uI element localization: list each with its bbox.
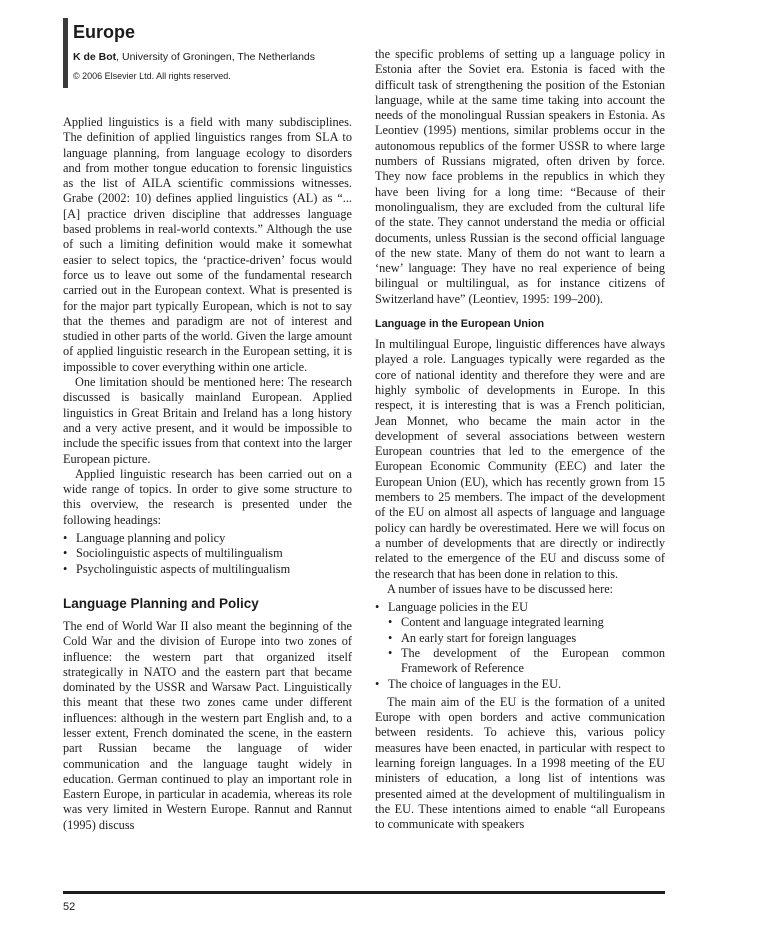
author-line xyxy=(73,50,315,64)
list-item: • The choice of languages in the EU. xyxy=(375,677,665,692)
list-item-text: Language policies in the EU xyxy=(388,600,529,615)
author-name: K de Bot xyxy=(73,51,117,63)
sub-list-item: • An early start for foreign languages xyxy=(388,631,665,646)
paragraph: The main aim of the EU is the formation of a united Europe with open borders and active communication between residents. To achieve this, various policy measures have been enacted, in particular with respect to learning foreign languages. In a 1998 meeting of the EU ministers of education, a long list of intentions was presented aimed at the development of multilingualism in the EU. These intentions aimed to enable “all Europeans to communicate with speakers xyxy=(375,694,665,832)
paragraph: the specific problems of setting up a language policy in Estonia after the Soviet era. Estonia is faced with the difficult task of strengthening the position of the Estonian language, while at the same time taking into account the needs of the monolingual Russian speakers in Estonia. As Leontiev (1995) mentions, similar problems occur in the autonomous republics of the former USSR to where large numbers of Russians migrated, often driven by force. They now face problems in the republics in which they have been living for a long time: “Because of their monolingualism, they are excluded from the cultural life of the state. They cannot understand the media or official documents, unless Russian is the second official language of the new state. Many of them do not want to learn a ‘new’ language: They have no real experience of being bilingual or multilingual, as for instance citizens of Switzerland have” (Leontiev, 1995: 199–200). xyxy=(375,47,665,306)
paragraph: Applied linguistic research has been carried out on a wide range of topics. In order to give some structure to this overview, the research is presented under the following headings: xyxy=(63,466,352,527)
title-accent-bar xyxy=(63,18,68,88)
article-title: Europe xyxy=(73,22,136,42)
issues-list xyxy=(375,600,665,692)
paragraph: Applied linguistics is a field with many subdisciplines. The definition of applied linguistics ranges from SLA to language planning, from language ecology to disorders and from mother tongue education to forensic linguistics as the list of AILA scientific commissions witnesses. Grabe (2002: 10) defines applied linguistics (AL) as “... [A] practice driven discipline that addresses language based problems in real-world contexts.” Although the use of such a limiting definition would make it somewhat easier to select topics, the ‘practice-driven’ focus would force us to leave out some of the fundamental research carried out in the European context. What is presented is for the major part typically European, which is not to say that the themes and paradigm are not of interest and studied in other parts of the world. Given the large amount of applied linguistic research in the European setting, it is impossible to cover everything within one article. xyxy=(63,115,352,374)
left-column xyxy=(63,115,352,833)
subsection-heading: Language in the European Union xyxy=(375,318,545,331)
right-column xyxy=(375,47,665,833)
paragraph: One limitation should be mentioned here: The research discussed is basically mainland European. Applied linguistics in Great Britain and Ireland has a long history and a very active present, and it would be impossible to include the specific issues from that context into the larger European picture. xyxy=(63,375,352,466)
list-item: • Language planning and policy xyxy=(63,531,352,546)
paragraph: In multilingual Europe, linguistic differences have always played a role. Languages typically were regarded as the core of national identity and therefore they were and are highly symbolic of developments in Europe. In this respect, it is interesting that is was a French politician, Jean Monnet, who became the main actor in the development of several associations between western European countries that led to the emergence of the European Economic Community (EEC) and later the European Union (EU), which has recently grown from 15 members to 25 members. The impact of the development of the EU on almost all aspects of language and language policy can hardly be overestimated. Here we will focus on a number of developments that are directly or indirectly related to the emergence of the EU and discuss some of the research that has been done in relation to this. xyxy=(375,337,665,581)
author-affiliation: , University of Groningen, The Netherlands xyxy=(116,51,315,63)
headings-list xyxy=(63,531,352,577)
section-heading: Language Planning and Policy xyxy=(63,595,259,611)
sub-list xyxy=(388,615,665,676)
list-item xyxy=(375,600,665,676)
sub-list-item: • The development of the European common Framework of Reference xyxy=(388,646,665,677)
footer-rule xyxy=(63,891,665,894)
paragraph: The end of World War II also meant the beginning of the Cold War and the division of Europe into two zones of influence: the western part that organized itself strategically in NATO and the eastern part that became dominated by the USSR and Warsaw Pact. Linguistically this meant that these two zones came under different influences: although in the western part English and, to a lesser extent, French dominated the scene, in the eastern part Russian became the language of wider communication and the language taught widely in education. German continued to play an important role in Eastern Europe, in particular in academia, whereas its role was very limited in Western Europe. Rannut and Rannut (1995) discuss xyxy=(63,618,352,832)
list-item: • Sociolinguistic aspects of multilingualism xyxy=(63,546,352,561)
sub-list-item: • Content and language integrated learning xyxy=(388,615,665,630)
page-number: 52 xyxy=(63,901,76,913)
copyright-notice: © 2006 Elsevier Ltd. All rights reserved. xyxy=(73,71,231,81)
list-item: • Psycholinguistic aspects of multilingualism xyxy=(63,562,352,577)
paragraph: A number of issues have to be discussed here: xyxy=(387,581,614,596)
